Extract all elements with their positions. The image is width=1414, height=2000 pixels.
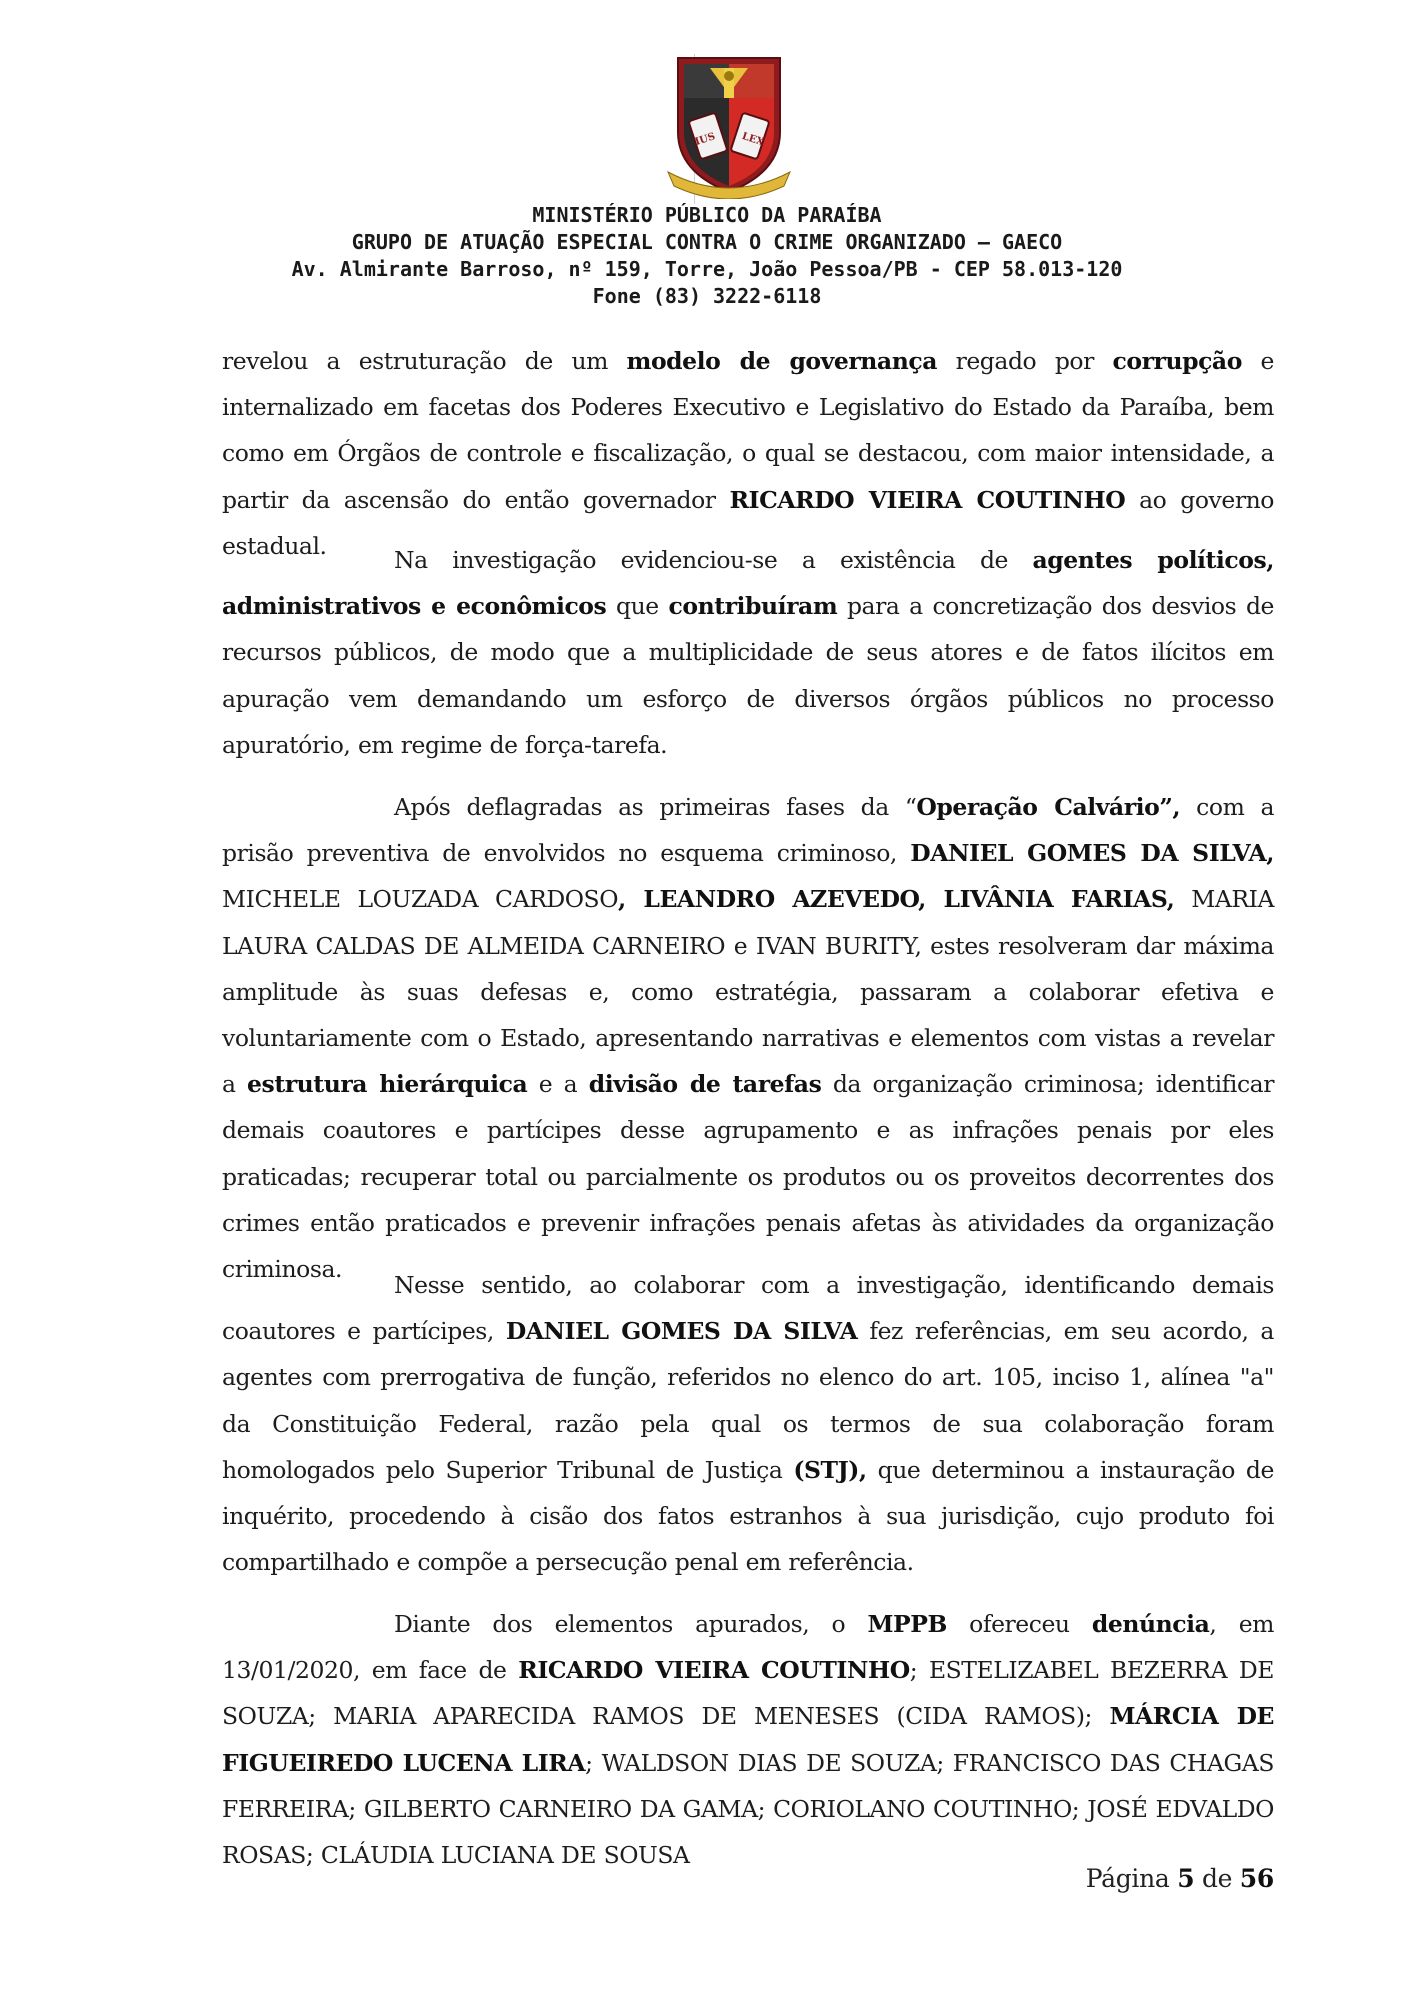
- text-run: e a: [527, 1070, 589, 1099]
- paragraph-5: [222, 1601, 1274, 1878]
- bold-run: estrutura hierárquica: [247, 1070, 528, 1099]
- text-run: Diante dos elementos apurados, o: [394, 1610, 868, 1638]
- text-run: Na investigação evidenciou-se a existência de: [394, 546, 1033, 574]
- header-address: Av. Almirante Barroso, nº 159, Torre, João Pessoa/PB - CEP 58.013-120: [291, 257, 1123, 281]
- bold-run: RICARDO VIEIRA COUTINHO: [518, 1656, 910, 1685]
- bold-run: MÁRCIA DE FIGUEIREDO LUCENA LIRA: [222, 1702, 1274, 1777]
- bold-run: MPPB: [867, 1610, 947, 1638]
- svg-text:IUS: IUS: [693, 131, 717, 149]
- paragraph-3: [222, 784, 1274, 1292]
- text-run: para a concretização dos desvios de recursos públicos, de modo que a multiplicidade de seus atores e de fatos ilícitos em apuração vem demandando um esforço de diversos órgãos públicos no processo apuratório, em regime de força-tarefa.: [222, 592, 1274, 759]
- bold-run: denúncia: [1091, 1610, 1210, 1638]
- text-run: ; ESTELIZABEL BEZERRA DE SOUZA; MARIA APARECIDA RAMOS DE MENESES (CIDA RAMOS);: [222, 1656, 1274, 1731]
- ministerio-publico-shield-logo: [664, 54, 794, 199]
- bold-run: DANIEL GOMES DA SILVA: [505, 1317, 858, 1346]
- bold-run: Operação Calvário”,: [916, 793, 1181, 821]
- bold-run: (STJ),: [793, 1455, 867, 1484]
- page-number-current: 5: [1177, 1864, 1195, 1893]
- paragraph-2: [222, 537, 1274, 768]
- text-run: com a prisão preventiva de envolvidos no esquema criminoso,: [222, 793, 1275, 868]
- text-run: regado por: [936, 347, 1113, 375]
- bold-run: , LEANDRO AZEVEDO, LIVÂNIA FARIAS,: [618, 885, 1175, 914]
- bold-run: RICARDO VIEIRA COUTINHO: [729, 485, 1126, 514]
- text-run: que determinou a instauração de inquérito, procedendo à cisão dos fatos estranhos à sua jurisdição, cujo produto foi compartilhado e compõe a persecução penal em referência.: [222, 1455, 1274, 1577]
- text-run: e internalizado em facetas dos Poderes Executivo e Legislativo do Estado da Paraíba, bem como em Órgãos de controle e fiscalização, o qual se destacou, com maior intensidade, a partir da ascensão do então governador: [222, 347, 1274, 514]
- page-number: [1086, 1864, 1274, 1893]
- bold-run: contribuíram: [668, 592, 838, 621]
- bold-run: DANIEL GOMES DA SILVA,: [910, 839, 1275, 868]
- header-group: GRUPO DE ATUAÇÃO ESPECIAL CONTRA O CRIME ORGANIZADO – GAECO: [351, 230, 1063, 254]
- text-run: , em 13/01/2020, em face de: [222, 1610, 1274, 1685]
- text-run: da organização criminosa; identificar demais coautores e partícipes desse agrupamento e as infrações penais por eles praticadas; recuperar total ou parcialmente os produtos ou os proveitos decorrentes dos crimes então praticados e prevenir infrações penais afetas às atividades da organização criminosa.: [222, 1070, 1275, 1284]
- page-number-prefix: Página: [1085, 1864, 1178, 1893]
- bold-run: agentes políticos, administrativos e econômicos: [222, 546, 1274, 621]
- text-run: ao governo estadual.: [222, 485, 1274, 560]
- text-run: MICHELE LOUZADA CARDOSO: [222, 885, 619, 914]
- bold-run: modelo de governança: [626, 347, 937, 375]
- text-run: ; WALDSON DIAS DE SOUZA; FRANCISCO DAS CHAGAS FERREIRA; GILBERTO CARNEIRO DA GAMA; CORIOLANO COUTINHO; JOSÉ EDVALDO ROSAS; CLÁUDIA LUCIANA DE SOUSA: [222, 1748, 1274, 1870]
- paragraph-1: [222, 338, 1274, 569]
- bold-run: corrupção: [1112, 347, 1242, 375]
- text-run: que: [606, 592, 669, 621]
- svg-text:LEX: LEX: [740, 130, 766, 149]
- page-number-total: 56: [1239, 1864, 1274, 1893]
- bold-run: divisão de tarefas: [588, 1070, 822, 1099]
- text-run: fez referências, em seu acordo, a agentes com prerrogativa de função, referidos no elenco do art. 105, inciso 1, alínea "a" da Constituição Federal, razão pela qual os termos de sua colaboração foram homologados pelo Superior Tribunal de Justiça: [222, 1317, 1274, 1484]
- header-phone: Fone (83) 3222-6118: [592, 284, 822, 308]
- paragraph-4: [222, 1262, 1274, 1585]
- text-run: Nesse sentido, ao colaborar com a investigação, identificando demais coautores e partícipes,: [222, 1271, 1274, 1346]
- text-run: Após deflagradas as primeiras fases da “: [394, 793, 917, 821]
- header-institution: MINISTÉRIO PÚBLICO DA PARAÍBA: [532, 203, 882, 227]
- text-run: MARIA LAURA CALDAS DE ALMEIDA CARNEIRO e IVAN BURITY, estes resolveram dar máxima amplitude às suas defesas e, como estratégia, passaram a colaborar efetiva e voluntariamente com o Estado, apresentando narrativas e elementos com vistas a revelar a: [222, 885, 1274, 1099]
- text-run: revelou a estruturação de um: [222, 347, 627, 375]
- text-run: ofereceu: [946, 1610, 1092, 1638]
- page-number-middle: de: [1194, 1864, 1240, 1893]
